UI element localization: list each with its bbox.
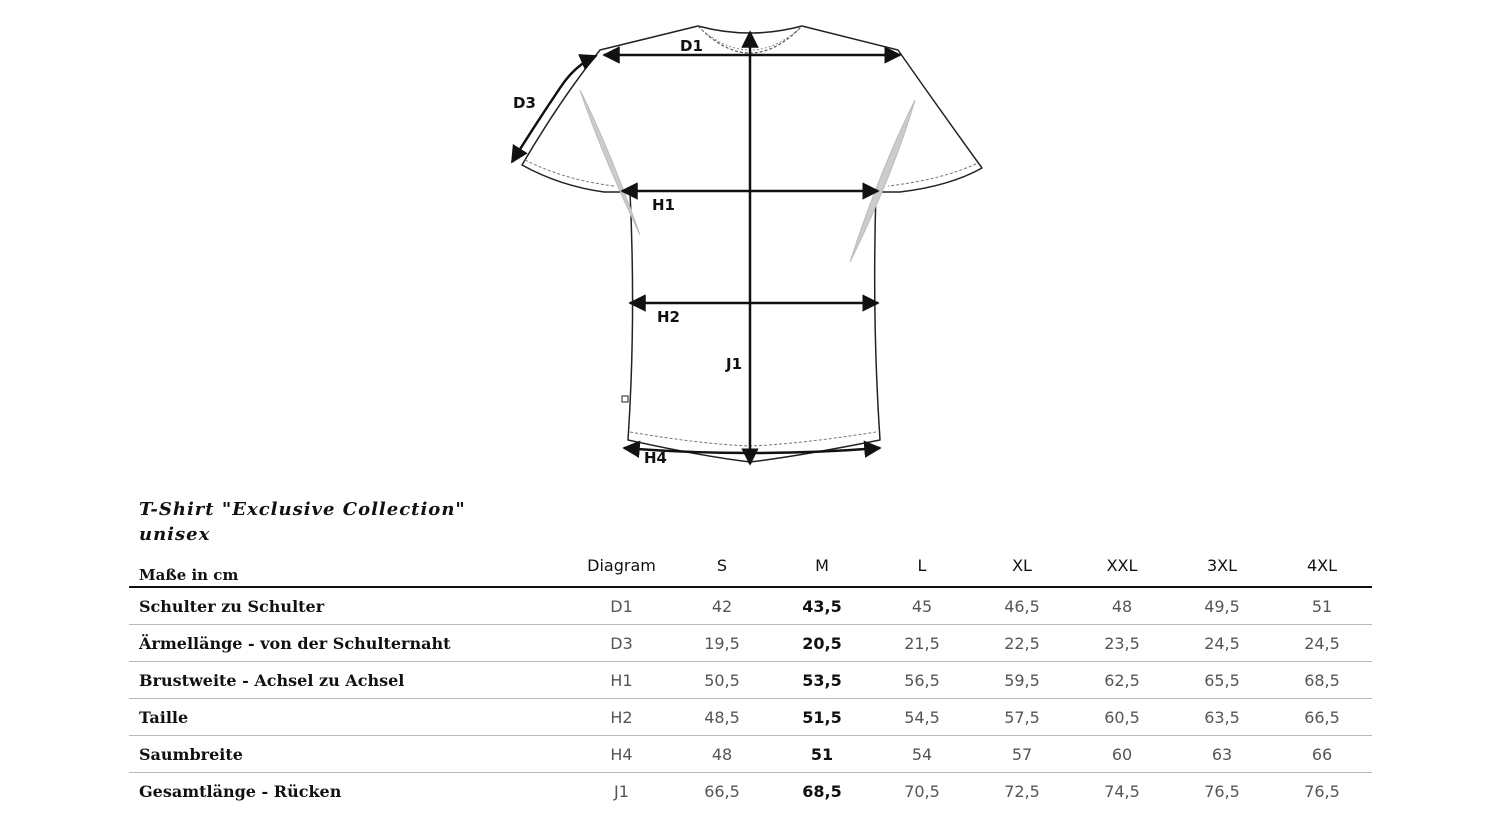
measurement-name: Brustweite - Achsel zu Achsel — [129, 662, 571, 699]
measurement-name: Saumbreite — [129, 736, 571, 773]
label-h1: H1 — [652, 196, 675, 214]
size-value: 76,5 — [1204, 781, 1240, 801]
size-header: XL — [972, 544, 1072, 587]
size-value: 48,5 — [672, 699, 772, 736]
product-title — [139, 497, 466, 547]
measurement-name: Schulter zu Schulter — [129, 587, 571, 625]
size-value: 50,5 — [672, 662, 772, 699]
table-row — [129, 773, 1372, 810]
size-value: 46,5 — [972, 587, 1072, 625]
size-value: 22,5 — [972, 625, 1072, 662]
product-title-line2: unisex — [139, 524, 211, 545]
size-header: L — [872, 544, 972, 587]
table-row — [129, 587, 1372, 625]
size-value: 54 — [872, 736, 972, 773]
size-value: 49,5 — [1172, 587, 1272, 625]
size-table — [129, 544, 1372, 809]
table-row — [129, 662, 1372, 699]
size-value: 20,5 — [772, 625, 872, 662]
label-d3: D3 — [513, 94, 536, 112]
size-value: 66,5 — [1272, 699, 1372, 736]
size-value: 76,5 — [1304, 781, 1340, 801]
measurement-name: Ärmellänge - von der Schulternaht — [129, 625, 571, 662]
size-header: 3XL — [1172, 544, 1272, 587]
size-value: 56,5 — [872, 662, 972, 699]
diagram-code: H4 — [571, 736, 672, 773]
size-value: 45 — [872, 587, 972, 625]
size-value: 63 — [1172, 736, 1272, 773]
unit-label: Maße in cm — [129, 544, 571, 587]
size-value: 57 — [972, 736, 1072, 773]
size-value: 54,5 — [872, 699, 972, 736]
size-value: 43,5 — [772, 587, 872, 625]
size-value: 57,5 — [972, 699, 1072, 736]
diagram-code: H1 — [571, 662, 672, 699]
size-value: 48 — [1072, 587, 1172, 625]
size-value: 60,5 — [1072, 699, 1172, 736]
size-value: 51,5 — [772, 699, 872, 736]
size-header: 4XL — [1272, 544, 1372, 587]
size-value: 21,5 — [872, 625, 972, 662]
diagram-header: Diagram — [571, 544, 672, 587]
size-value: 59,5 — [972, 662, 1072, 699]
tshirt-outline — [522, 26, 982, 462]
size-value: 24,5 — [1172, 625, 1272, 662]
size-value: 60 — [1072, 736, 1172, 773]
size-header: M — [772, 544, 872, 587]
table-row — [129, 736, 1372, 773]
size-value: 74,5 — [1104, 781, 1140, 801]
size-value: 42 — [672, 587, 772, 625]
label-d1: D1 — [680, 37, 703, 55]
size-value: 68,5 — [802, 781, 842, 801]
measurement-name: Taille — [129, 699, 571, 736]
size-table-header — [129, 544, 1372, 587]
diagram-code: J1 — [614, 781, 629, 801]
size-value: 19,5 — [672, 625, 772, 662]
size-value: 70,5 — [904, 781, 940, 801]
diagram-code: D1 — [571, 587, 672, 625]
size-header: S — [672, 544, 772, 587]
label-h2: H2 — [657, 308, 680, 326]
size-value: 51 — [1272, 587, 1372, 625]
size-value: 53,5 — [772, 662, 872, 699]
size-value: 24,5 — [1272, 625, 1372, 662]
size-value: 62,5 — [1072, 662, 1172, 699]
product-title-line1: T-Shirt "Exclusive Collection" — [139, 499, 466, 520]
measurement-name: Gesamtlänge - Rücken — [139, 781, 342, 801]
label-h4: H4 — [644, 449, 667, 467]
size-value: 63,5 — [1172, 699, 1272, 736]
size-value: 66,5 — [704, 781, 740, 801]
size-value: 48 — [672, 736, 772, 773]
diagram-code: H2 — [571, 699, 672, 736]
size-value: 51 — [772, 736, 872, 773]
size-value: 65,5 — [1172, 662, 1272, 699]
size-value: 66 — [1272, 736, 1372, 773]
label-j1: J1 — [726, 355, 743, 373]
size-value: 72,5 — [1004, 781, 1040, 801]
size-value: 68,5 — [1272, 662, 1372, 699]
size-value: 23,5 — [1072, 625, 1172, 662]
size-header: XXL — [1072, 544, 1172, 587]
table-row — [129, 625, 1372, 662]
table-row — [129, 699, 1372, 736]
diagram-code: D3 — [571, 625, 672, 662]
